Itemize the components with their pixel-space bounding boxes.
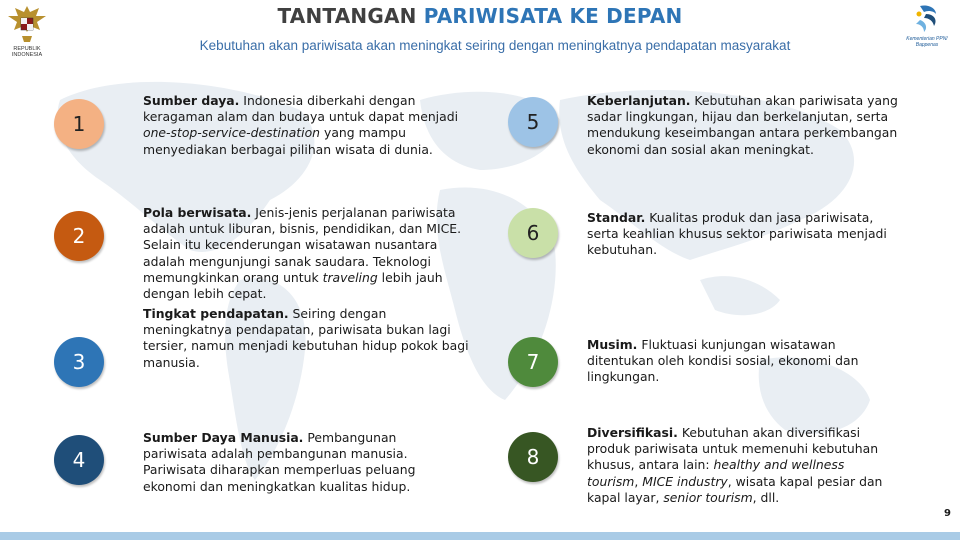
item-heading-6: Standar. [587,210,646,225]
item-text-8 [587,425,892,506]
slide-header [0,0,960,62]
item-italic-2: traveling [322,269,378,285]
item-heading-8: Diversifikasi. [587,425,678,440]
item-heading-1: Sumber daya. [143,93,240,108]
bappenas-logo [898,2,956,62]
item-heading-7: Musim. [587,337,638,352]
item-text-5 [587,93,917,158]
page-number: 9 [944,508,951,519]
item-body-2: Jenis-jenis perjalanan pariwisata adalah untuk liburan, bisnis, pendidikan, dan MICE. Selain itu kecenderungan wisatawan nusantara adalah mengunjungi sanak saudara. Teknologi memungkinkan orang untuk [143,205,462,285]
item-italic-8c: senior tourism [663,489,753,505]
item-body-7: Fluktuasi kunjungan wisatawan ditentukan oleh kondisi sosial, ekonomi dan lingkungan. [587,337,859,385]
number-badge-7: 7 [508,337,558,387]
bappenas-icon [898,2,956,36]
item-italic-1: one-stop-service-destination [143,125,321,141]
number-badge-8: 8 [508,432,558,482]
item-body-3: Seiring dengan meningkatnya pendapatan, pariwisata bukan lagi tersier, namun menjadi kebutuhan hidup pokok bagi manusia. [143,306,469,370]
title-part-1: TANTANGAN [277,4,417,28]
page-subtitle: Kebutuhan akan pariwisata akan meningkat seiring dengan meningkatnya pendapatan masyarakat [199,38,791,53]
item-tail-2: lebih jauh dengan lebih cepat. [143,269,443,302]
item-text-4 [143,430,458,495]
item-body-5: Kebutuhan akan pariwisata yang sadar lingkungan, hijau dan berkelanjutan, serta mendukung keseimbangan antara perkembangan ekonomi dan sosial akan meningkat. [587,93,898,157]
item-text-2 [143,205,478,302]
page-title [0,4,960,28]
item-tail-8a: , [634,473,643,489]
item-body-6: Kualitas produk dan jasa pariwisata, serta keahlian khusus sektor pariwisata menjadi kebutuhan. [587,210,887,258]
item-italic-8b: MICE industry [642,473,728,489]
title-part-2: PARIWISATA KE DEPAN [423,4,683,28]
item-text-7 [587,337,882,386]
item-body-1: Indonesia diberkahi dengan keragaman alam dan budaya untuk dapat menjadi [143,93,459,125]
item-text-6 [587,210,907,259]
logo-caption: Kementerian PPN/ Bappenas [906,36,948,48]
item-heading-3: Tingkat pendapatan. [143,306,289,321]
item-tail-1: yang mampu menyediakan berbagai pilihan wisata di dunia. [143,125,433,157]
item-text-3 [143,306,473,371]
item-tail-8c: , dll. [752,489,780,505]
item-body-4: Pembangunan pariwisata adalah pembangunan manusia. Pariwisata diharapkan memperluas peluang ekonomi dan meningkatkan kualitas hidup. [143,430,416,494]
emblem-caption: REPUBLIK INDONESIA [11,46,43,58]
item-tail-8b: , wisata kapal pesiar dan kapal layar, [587,473,883,505]
item-body-8: Kebutuhan akan diversifikasi produk pariwisata untuk memenuhi kebutuhan khusus, antara lain: [587,425,879,473]
item-italic-8a: healthy and wellness tourism [587,457,845,489]
number-badge-6: 6 [508,208,558,258]
number-badge-2: 2 [54,211,104,261]
number-badge-3: 3 [54,337,104,387]
item-heading-5: Keberlanjutan. [587,93,691,108]
footer-bar [0,532,960,540]
item-heading-2: Pola berwisata. [143,205,252,220]
item-text-1 [143,93,473,158]
number-badge-4: 4 [54,435,104,485]
number-badge-5: 5 [508,97,558,147]
item-heading-4: Sumber Daya Manusia. [143,430,304,445]
number-badge-1: 1 [54,99,104,149]
